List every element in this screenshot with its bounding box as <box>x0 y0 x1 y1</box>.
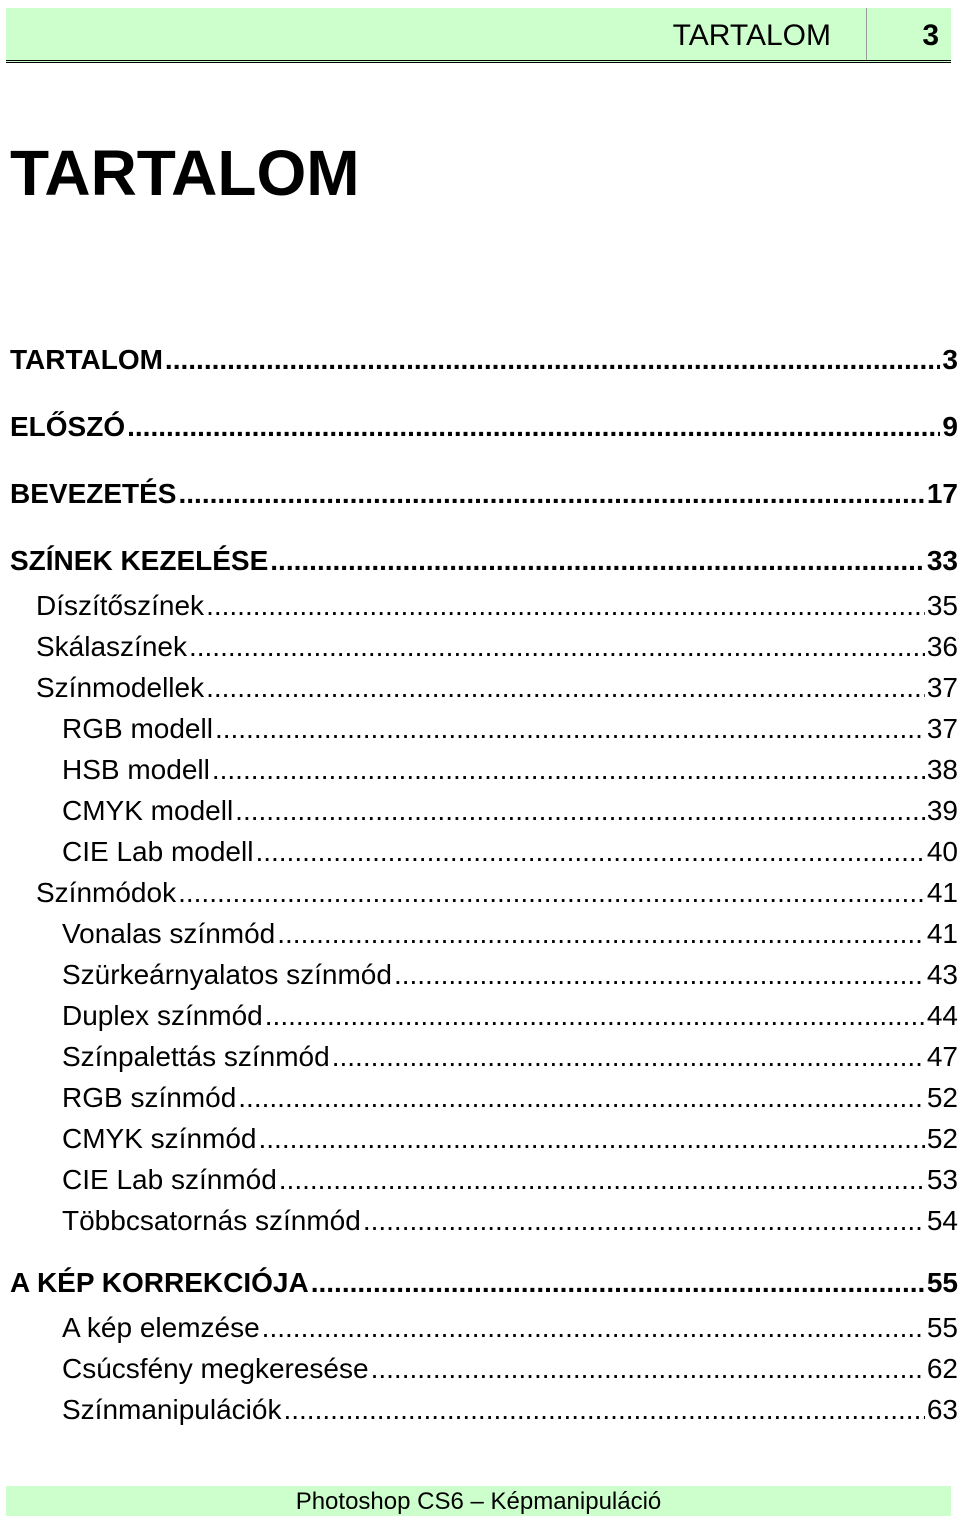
toc-entry[interactable] <box>10 338 958 405</box>
toc-entry-title: Díszítőszínek <box>36 590 205 621</box>
toc-entry-page: 37 <box>926 672 958 703</box>
toc-entry[interactable] <box>10 954 958 995</box>
toc-entry-page: 17 <box>926 478 958 509</box>
toc-entry-title: Színmodellek <box>36 672 205 703</box>
dot-leader <box>178 872 925 913</box>
toc-entry[interactable] <box>10 749 958 790</box>
toc-entry-title: HSB modell <box>62 754 210 785</box>
toc-entry-title: RGB színmód <box>62 1082 237 1113</box>
dot-leader <box>255 831 924 872</box>
toc-entry[interactable] <box>10 1077 958 1118</box>
toc-entry[interactable] <box>10 1348 958 1389</box>
toc-entry-page: 62 <box>926 1353 958 1384</box>
toc-entry[interactable] <box>10 626 958 667</box>
header-title: TARTALOM <box>672 19 831 52</box>
toc-entry-page: 47 <box>926 1041 958 1072</box>
toc-entry-title: Szürkeárnyalatos színmód <box>62 959 392 990</box>
toc-entry[interactable] <box>10 995 958 1036</box>
table-of-contents <box>10 338 958 1430</box>
dot-leader <box>178 472 924 516</box>
toc-entry[interactable] <box>10 1389 958 1430</box>
running-footer <box>6 1486 951 1516</box>
page-title: TARTALOM <box>10 137 360 209</box>
toc-entry[interactable] <box>10 585 958 626</box>
toc-entry-page: 53 <box>926 1164 958 1195</box>
toc-entry[interactable] <box>10 1200 958 1241</box>
dot-leader <box>394 954 925 995</box>
dot-leader <box>259 1118 925 1159</box>
running-header <box>6 8 951 63</box>
toc-entry-page: 41 <box>926 877 958 908</box>
toc-entry[interactable] <box>10 405 958 472</box>
toc-entry[interactable] <box>10 1118 958 1159</box>
toc-entry-page: 44 <box>926 1000 958 1031</box>
dot-leader <box>277 913 925 954</box>
dot-leader <box>235 790 925 831</box>
toc-entry-page: 36 <box>926 631 958 662</box>
toc-entry-title: CMYK modell <box>62 795 234 826</box>
toc-entry[interactable] <box>10 913 958 954</box>
header-divider <box>866 8 867 60</box>
toc-entry-title: A KÉP KORREKCIÓJA <box>10 1267 309 1298</box>
toc-entry[interactable] <box>10 872 958 913</box>
dot-leader <box>206 667 925 708</box>
toc-entry[interactable] <box>10 1261 958 1307</box>
dot-leader <box>165 338 941 382</box>
dot-leader <box>206 585 925 626</box>
toc-entry-title: Vonalas színmód <box>62 918 276 949</box>
dot-leader <box>279 1159 925 1200</box>
toc-entry-title: ELŐSZÓ <box>10 411 126 442</box>
dot-leader <box>238 1077 925 1118</box>
dot-leader <box>332 1036 925 1077</box>
toc-entry-title: SZÍNEK KEZELÉSE <box>10 545 269 576</box>
toc-entry-title: BEVEZETÉS <box>10 478 177 509</box>
dot-leader <box>189 626 925 667</box>
toc-entry-page: 38 <box>926 754 958 785</box>
toc-entry-title: Többcsatornás színmód <box>62 1205 361 1236</box>
toc-entry[interactable] <box>10 831 958 872</box>
toc-entry-title: CIE Lab modell <box>62 836 254 867</box>
toc-entry-title: Színmanipulációk <box>62 1394 282 1425</box>
dot-leader <box>215 708 925 749</box>
footer-text: Photoshop CS6 – Képmanipuláció <box>295 1488 662 1515</box>
toc-entry-title: TARTALOM <box>10 344 163 375</box>
toc-entry-page: 35 <box>926 590 958 621</box>
toc-entry-page: 54 <box>926 1205 958 1236</box>
dot-leader <box>265 995 925 1036</box>
dot-leader <box>127 405 940 449</box>
toc-entry-title: Csúcsfény megkeresése <box>62 1353 369 1384</box>
dot-leader <box>262 1307 925 1348</box>
toc-entry[interactable] <box>10 790 958 831</box>
toc-entry-page: 37 <box>926 713 958 744</box>
toc-entry-title: Színmódok <box>36 877 177 908</box>
toc-entry-title: Színpalettás színmód <box>62 1041 330 1072</box>
toc-entry[interactable] <box>10 667 958 708</box>
toc-entry[interactable] <box>10 1159 958 1200</box>
toc-entry-page: 55 <box>926 1312 958 1343</box>
toc-entry-page: 43 <box>926 959 958 990</box>
toc-entry-title: CIE Lab színmód <box>62 1164 277 1195</box>
header-page-number: 3 <box>922 19 939 52</box>
toc-entry-title: Duplex színmód <box>62 1000 263 1031</box>
toc-entry[interactable] <box>10 1036 958 1077</box>
toc-entry-page: 52 <box>926 1123 958 1154</box>
toc-entry-title: CMYK színmód <box>62 1123 257 1154</box>
toc-entry[interactable] <box>10 472 958 539</box>
toc-entry[interactable] <box>10 708 958 749</box>
toc-entry-title: RGB modell <box>62 713 213 744</box>
dot-leader <box>270 539 925 583</box>
toc-entry-page: 39 <box>926 795 958 826</box>
toc-entry-title: Skálaszínek <box>36 631 187 662</box>
toc-entry[interactable] <box>10 1307 958 1348</box>
dot-leader <box>371 1348 925 1389</box>
toc-entry-page: 41 <box>926 918 958 949</box>
toc-entry-page: 52 <box>926 1082 958 1113</box>
dot-leader <box>283 1389 924 1430</box>
toc-entry-title: A kép elemzése <box>62 1312 260 1343</box>
toc-entry[interactable] <box>10 539 958 585</box>
toc-entry-page: 55 <box>926 1267 958 1298</box>
dot-leader <box>212 749 925 790</box>
dot-leader <box>311 1261 925 1305</box>
toc-entry-page: 33 <box>926 545 958 576</box>
toc-entry-page: 9 <box>942 411 958 442</box>
toc-entry-page: 40 <box>926 836 958 867</box>
toc-entry-page: 3 <box>942 344 958 375</box>
toc-entry-page: 63 <box>926 1394 958 1425</box>
dot-leader <box>363 1200 925 1241</box>
